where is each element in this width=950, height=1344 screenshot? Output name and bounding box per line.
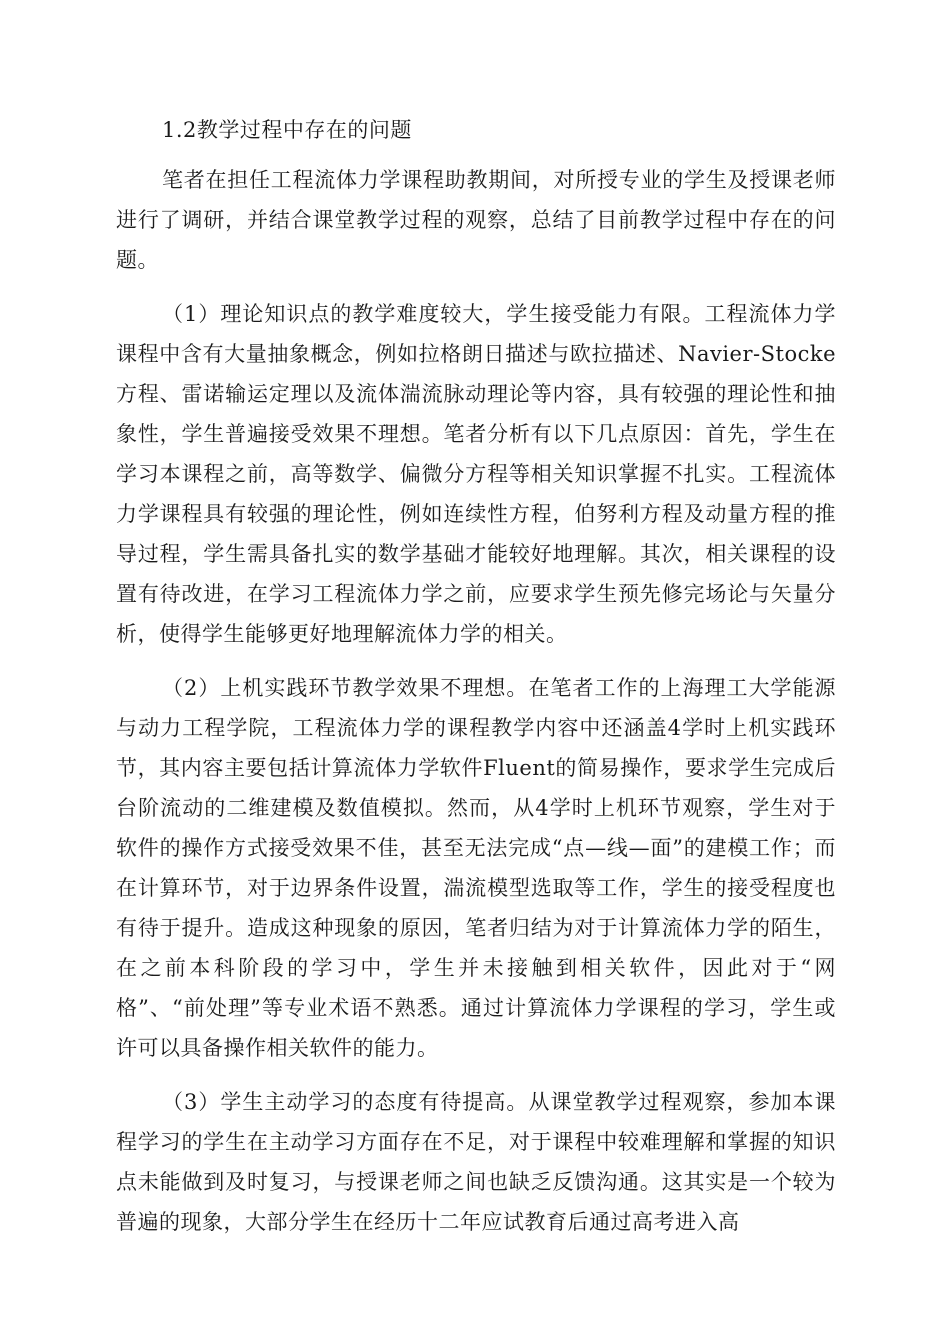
document-page <box>116 110 836 1256</box>
paragraph-intro: 笔者在担任工程流体力学课程助教期间，对所授专业的学生及授课老师进行了调研，并结合课堂教学过程的观察，总结了目前教学过程中存在的问题。 <box>116 168 836 272</box>
paragraph-issue-1: （1）理论知识点的教学难度较大，学生接受能力有限。工程流体力学课程中含有大量抽象概念，例如拉格朗日描述与欧拉描述、Navier-Stocke方程、雷诺输运定理以及流体湍流脉动理论等内容，具有较强的理论性和抽象性，学生普遍接受效果不理想。笔者分析有以下几点原因：首先，学生在学习本课程之前，高等数学、偏微分方程等相关知识掌握不扎实。工程流体力学课程具有较强的理论性，例如连续性方程，伯努利方程及动量方程的推导过程，学生需具备扎实的数学基础才能较好地理解。其次，相关课程的设置有待改进，在学习工程流体力学之前，应要求学生预先修完场论与矢量分析，使得学生能够更好地理解流体力学的相关。 <box>116 302 836 646</box>
paragraph-issue-3: （3）学生主动学习的态度有待提高。从课堂教学过程观察，参加本课程学习的学生在主动学习方面存在不足，对于课程中较难理解和掌握的知识点未能做到及时复习，与授课老师之间也缺乏反馈沟通。这其实是一个较为普遍的现象，大部分学生在经历十二年应试教育后通过高考进入高 <box>116 1090 836 1234</box>
paragraph-issue-2: （2）上机实践环节教学效果不理想。在笔者工作的上海理工大学能源与动力工程学院，工程流体力学的课程教学内容中还涵盖4学时上机实践环节，其内容主要包括计算流体力学软件Fluent的简易操作，要求学生完成后台阶流动的二维建模及数值模拟。然而，从4学时上机环节观察，学生对于软件的操作方式接受效果不佳，甚至无法完成“点—线—面”的建模工作；而在计算环节，对于边界条件设置，湍流模型选取等工作，学生的接受程度也有待于提升。造成这种现象的原因，笔者归结为对于计算流体力学的陌生，在之前本科阶段的学习中，学生并未接触到相关软件，因此对于“网格”、“前处理”等专业术语不熟悉。通过计算流体力学课程的学习，学生或许可以具备操作相关软件的能力。 <box>116 676 836 1060</box>
section-heading: 1.2教学过程中存在的问题 <box>162 118 412 142</box>
